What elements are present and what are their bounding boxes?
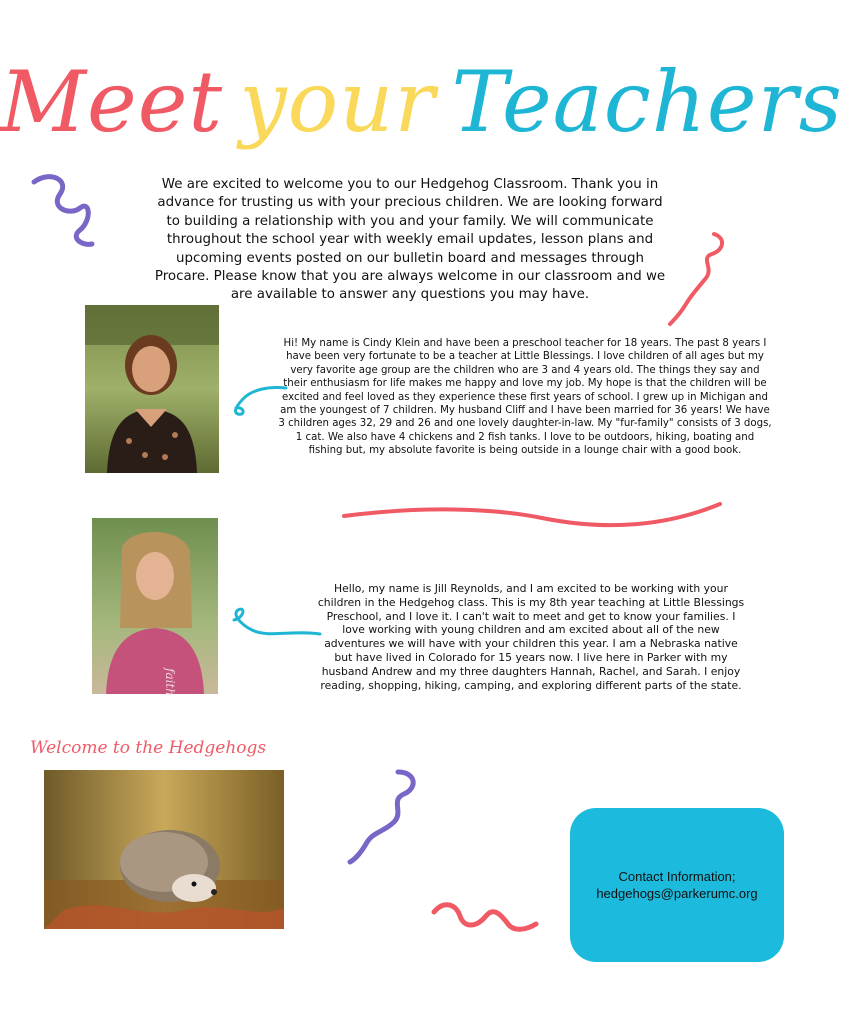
contact-email[interactable]: hedgehogs@parkerumc.org	[596, 886, 758, 901]
welcome-heading: Welcome to the Hedgehogs	[30, 738, 267, 758]
shirt-text: faith	[163, 668, 177, 696]
intro-paragraph: We are excited to welcome you to our Hedgehog Classroom. Thank you in advance for trusting us with your precious children. We are looking forward to building a relationship with you and your family. We will communicate throughout the school year with weekly email updates, lesson plans and upcoming events posted on our bulletin board and messages through Procare. Please know that you are always welcome in our classroom and we are available to answer any questions you may have.	[154, 177, 666, 303]
teacher-photo-jill	[92, 518, 218, 694]
contact-info-box	[570, 808, 784, 962]
purple-squiggle-bottom-icon	[340, 766, 420, 866]
title-word-meet: Meet	[0, 53, 224, 151]
teacher-bio-jill: Hello, my name is Jill Reynolds, and I am excited to be working with your children in the Hedgehog class. This is my 8th year teaching at Little Blessings Preschool, and I love it. I can't wait to meet and get to know your families. I love working with young children and am excited about all of the new adventures we will have with your children this year. I am a Nebraska native but have lived in Colorado for 15 years now. I live here in Parker with my husband Andrew and my three daughters Hannah, Rachel, and Sarah. I enjoy reading, shopping, hiking, camping, and exploring different parts of the state.	[317, 582, 745, 692]
teal-connector-2-icon	[222, 604, 322, 644]
title-word-your: your	[239, 53, 436, 151]
contact-label: Contact Information;	[618, 869, 736, 884]
coral-wave-divider-icon	[342, 498, 722, 538]
coral-squiggle-bottom-icon	[430, 898, 540, 938]
hedgehog-photo	[44, 770, 284, 929]
teacher-bio-cindy: Hi! My name is Cindy Klein and have been a preschool teacher for 18 years. The past 8 years I have been very fortunate to be a teacher at Little Blessings. I love children of all ages but my very favorite age group are the children who are 3 and 4 years old. The things they say and their enthusiasm for life makes me happy and love my job. My hope is that the children will be excited and feel loved as they experience these first years of school. I grew up in Michigan and am the youngest of 7 children. My husband Cliff and I have been married for 36 years! We have 3 children ages 32, 29 and 26 and one lovely daughter-in-law. My "fur-family" consists of 3 dogs, 1 cat. We also have 4 chickens and 2 fish tanks. I love to be outdoors, hiking, boating and fishing but, my absolute favorite is being outside in a lounge chair with a good book.	[278, 338, 772, 457]
title-word-teachers: Teachers	[451, 53, 843, 151]
purple-squiggle-top-left-icon	[30, 172, 100, 252]
teacher-photo-cindy	[85, 305, 219, 473]
page-title	[0, 52, 843, 152]
coral-squiggle-right-icon	[666, 228, 736, 328]
